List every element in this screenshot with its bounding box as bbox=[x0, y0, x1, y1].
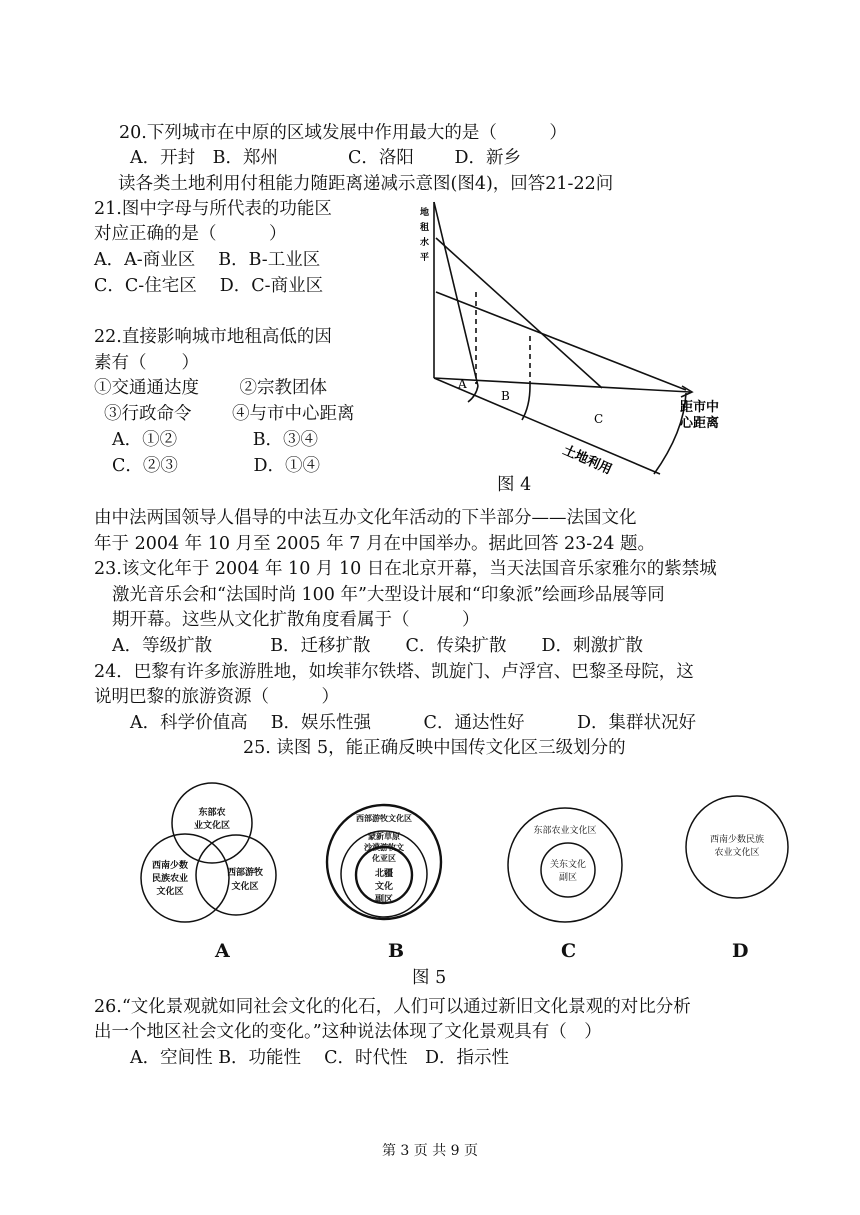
q21-stem-1: 21.图中字母与所代表的功能区 bbox=[94, 199, 332, 219]
fig5-label-b: B bbox=[388, 940, 405, 962]
fig4-ylabel-1: 地 bbox=[420, 208, 430, 218]
fig4-ylabel-2: 租 bbox=[420, 223, 430, 233]
q22-stem-2: 素有（ ） bbox=[94, 353, 199, 373]
fig4-zone-b: B bbox=[501, 389, 510, 403]
q26-stem-1: 26.“文化景观就如同社会文化的化石，人们可以通过新旧文化景观的对比分析 bbox=[94, 997, 691, 1017]
fig5-a-sw-line3: 文化区 bbox=[156, 887, 184, 897]
q22-items-12: ①交通通达度 ②宗教团体 bbox=[94, 378, 328, 398]
q21-stem-2: 对应正确的是（ ） bbox=[94, 224, 287, 244]
q22-stem-1: 22.直接影响城市地租高低的因 bbox=[94, 327, 332, 347]
q26-stem-2: 出一个地区社会文化的变化。”这种说法体现了文化景观具有（ ） bbox=[94, 1022, 602, 1042]
fig5-caption: 图 5 bbox=[412, 968, 447, 988]
intro-23-24-line1: 由中法两国领导人倡导的中法互办文化年活动的下半部分——法国文化 bbox=[94, 508, 637, 528]
fig4-ylabel-3: 水 bbox=[420, 238, 430, 248]
fig4-xlabel-2: 心距离 bbox=[680, 416, 720, 431]
fig5-c-outer: 东部农业文化区 bbox=[533, 826, 597, 836]
fig4-landuse-label: 土地利用 bbox=[560, 442, 614, 478]
fig4-zone-c: C bbox=[594, 412, 604, 426]
fig5-b-inner-line1: 北疆 bbox=[374, 869, 394, 879]
q26-options: A．空间性 B．功能性 C．时代性 D．指示性 bbox=[130, 1048, 510, 1068]
fig5-b-mid-line2: 沙漠游牧文 bbox=[364, 843, 404, 852]
fig5-a-sw-line1: 西南少数 bbox=[151, 861, 189, 871]
fig4-zone-a: A bbox=[458, 377, 467, 391]
fig5-a-west-line2: 文化区 bbox=[231, 882, 259, 892]
q21-options-ab: A．A-商业区 B．B-工业区 bbox=[94, 250, 321, 270]
figure-5-culture-regions bbox=[130, 778, 800, 978]
q21-options-cd: C．C-住宅区 D．C-商业区 bbox=[94, 276, 324, 296]
q23-stem-2: 激光音乐会和“法国时尚 100 年”大型设计展和“印象派”绘画珍品展等同 bbox=[112, 585, 665, 605]
fig5-d-line2: 农业文化区 bbox=[714, 848, 760, 858]
q20-stem: 20.下列城市在中原的区域发展中作用最大的是（ ） bbox=[119, 123, 567, 143]
q23-stem-3: 期开幕。这些从文化扩散角度看属于（ ） bbox=[112, 610, 480, 630]
fig5-b-inner-line3: 副区 bbox=[374, 895, 394, 905]
figure-4-bid-rent-diagram bbox=[410, 195, 730, 495]
q24-stem-1: 24．巴黎有许多旅游胜地，如埃菲尔铁塔、凯旋门、卢浮宫、巴黎圣母院，这 bbox=[94, 662, 694, 682]
fig5-b-mid-line3: 化亚区 bbox=[372, 854, 396, 863]
q22-options-ab: A．①② B．③④ bbox=[112, 430, 319, 450]
fig5-b-outer: 西部游牧文化区 bbox=[356, 814, 412, 823]
q24-options: A．科学价值高 B．娱乐性强 C．通达性好 D．集群状况好 bbox=[130, 713, 696, 733]
fig5-label-a: A bbox=[215, 940, 230, 962]
fig4-caption: 图 4 bbox=[497, 475, 532, 495]
q22-items-34: ③行政命令 ④与市中心距离 bbox=[104, 404, 355, 424]
fig5-c-inner-line1: 关东文化 bbox=[549, 860, 587, 870]
fig5-a-west-line1: 西部游牧 bbox=[226, 868, 264, 878]
intro-21-22: 读各类土地利用付租能力随距离递减示意图(图4)，回答21-22问 bbox=[118, 174, 614, 194]
fig5-b-mid-line1: 蒙新草原 bbox=[368, 832, 400, 841]
fig5-label-c: C bbox=[561, 940, 577, 962]
fig5-a-east-line2: 业文化区 bbox=[193, 821, 231, 831]
page-footer: 第 3 页 共 9 页 bbox=[381, 1143, 479, 1159]
q25-stem: 25. 读图 5，能正确反映中国传文化区三级划分的 bbox=[243, 738, 626, 758]
q24-stem-2: 说明巴黎的旅游资源（ ） bbox=[94, 687, 339, 707]
fig5-c-inner-line2: 副区 bbox=[558, 873, 578, 883]
fig5-d-line1: 西南少数民族 bbox=[709, 835, 765, 845]
fig5-a-sw-line2: 民族农业 bbox=[151, 874, 189, 884]
fig4-xlabel-1: 距市中 bbox=[680, 400, 720, 415]
fig4-ylabel-4: 平 bbox=[420, 253, 430, 263]
q23-options: A．等级扩散 B．迁移扩散 C．传染扩散 D．刺激扩散 bbox=[112, 636, 643, 656]
fig5-label-d: D bbox=[732, 940, 749, 962]
q23-stem-1: 23.该文化年于 2004 年 10 月 10 日在北京开幕，当天法国音乐家雅尔的紫禁城 bbox=[94, 559, 717, 579]
q20-options: A．开封 B．郑州 C．洛阳 D．新乡 bbox=[130, 148, 521, 168]
fig5-a-east-line1: 东部农 bbox=[198, 808, 226, 818]
fig5-b-inner-line2: 文化 bbox=[374, 882, 394, 892]
q22-options-cd: C．②③ D．①④ bbox=[112, 456, 320, 476]
intro-23-24-line2: 年于 2004 年 10 月至 2005 年 7 月在中国举办。据此回答 23-24 题。 bbox=[94, 534, 656, 554]
